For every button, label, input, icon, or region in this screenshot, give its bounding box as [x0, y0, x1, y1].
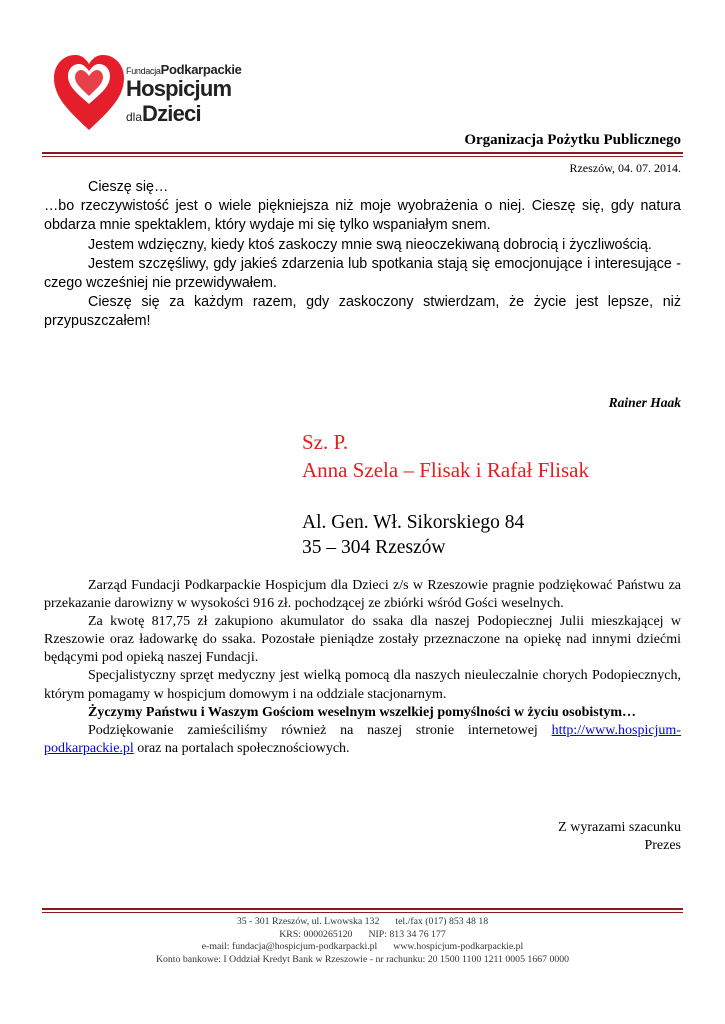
- poem-line: Jestem wdzięczny, kiedy ktoś zaskoczy mnie swą nieoczekiwaną dobrocią i życzliwością.: [88, 236, 652, 253]
- letter-wishes: Życzymy Państwu i Waszym Gościom weselnym wszelkiej pomyślności w życiu osobistym…: [88, 704, 637, 720]
- letter-body: [44, 577, 681, 758]
- logo-line-3: dlaDzieci: [126, 101, 201, 126]
- footer-website[interactable]: www.hospicjum-podkarpackie.pl: [393, 941, 524, 953]
- letter-paragraph: Za kwotę 817,75 zł zakupiono akumulator do ssaka dla naszej Podopiecznej Julii mieszkającej w Rzeszowie oraz ładowarkę do ssaka. Pozostałe pieniądze zostały przeznaczone na opiekę nad innymi dziećmi będącymi pod opieką naszej Fundacji.: [44, 614, 681, 666]
- footer: [0, 916, 725, 966]
- website-link[interactable]: http://www.hospicjum-podkarpackie.pl: [44, 722, 681, 756]
- poem-line: Jestem szczęśliwy, gdy jakieś zdarzenia lub spotkania stają się emocjonujące i interesujące - czego wcześniej nie przewidywałem.: [44, 255, 681, 292]
- poem-author: Rainer Haak: [608, 395, 681, 410]
- footer-bank: Konto bankowe: I Oddział Kredyt Bank w Rzeszowie - nr rachunku: 20 1500 1100 1211 0005 1667 0000: [155, 953, 570, 965]
- poem-line: …bo rzeczywistość jest o wiele piękniejsza niż moje wyobrażenia o niej. Cieszę się, gdy natura obdarza mnie spektaklem, który wydaje mi się tylko wspaniałym snem.: [44, 198, 681, 234]
- logo-line-2: Hospicjum: [126, 76, 232, 101]
- poem-line: Cieszę się za każdym razem, gdy zaskoczony stwierdzam, że życie jest lepsze, niż przypuszczałem!: [44, 294, 681, 330]
- footer-email[interactable]: fundacja@hospicjum-podkarpacki.pl: [231, 941, 378, 953]
- recipient-names: Anna Szela – Flisak i Rafał Flisak: [302, 458, 589, 482]
- organization-status: Organizacja Pożytku Publicznego: [464, 132, 681, 148]
- header-divider: [42, 152, 683, 154]
- footer-contact: 35 - 301 Rzeszów, ul. Lwowska 132 tel./fax (017) 853 48 18: [236, 916, 489, 927]
- letter-paragraph: Specjalistyczny sprzęt medyczny jest wielką pomocą dla naszych nieuleczalnie chorych Podopiecznych, którym pomagamy w hospicjum domowym i na oddziale stacjonarnym.: [44, 668, 681, 702]
- recipient-city: 35 – 304 Rzeszów: [302, 537, 446, 558]
- recipient: [302, 428, 589, 484]
- recipient-street: Al. Gen. Wł. Sikorskiego 84: [302, 512, 525, 533]
- recipient-salutation: Sz. P.: [302, 430, 349, 454]
- letter-paragraph: Podziękowanie zamieściliśmy również na naszej stronie internetowej http://www.hospicjum-podkarpackie.pl oraz na portalach społecznościowych.: [44, 722, 681, 756]
- signature-block: [558, 819, 681, 855]
- recipient-address: [302, 510, 524, 560]
- signatory: Prezes: [644, 838, 681, 853]
- letter-paragraph: Zarząd Fundacji Podkarpackie Hospicjum dla Dzieci z/s w Rzeszowie pragnie podziękować Państwu za przekazanie darowizny w wysokości 916 zł. pochodzącej ze zbiórki wśród Gości weselnych.: [44, 578, 681, 612]
- header-divider-thin: [42, 156, 683, 157]
- letter-date: Rzeszów, 04. 07. 2014.: [569, 161, 681, 175]
- heart-logo-icon: [52, 52, 126, 134]
- foundation-logo: [52, 52, 242, 134]
- closing: Z wyrazami szacunku: [558, 820, 681, 835]
- logo-line-1: FundacjaPodkarpackie: [126, 62, 242, 77]
- footer-divider: [42, 908, 683, 910]
- footer-divider-thin: [42, 912, 683, 913]
- poem: [44, 178, 681, 332]
- footer-web: e-mail: fundacja@hospicjum-podkarpacki.pl www.hospicjum-podkarpackie.pl: [201, 941, 524, 953]
- poem-line: Cieszę się…: [88, 179, 169, 195]
- footer-registry: KRS: 0000265120 NIP: 813 34 76 177: [279, 928, 446, 940]
